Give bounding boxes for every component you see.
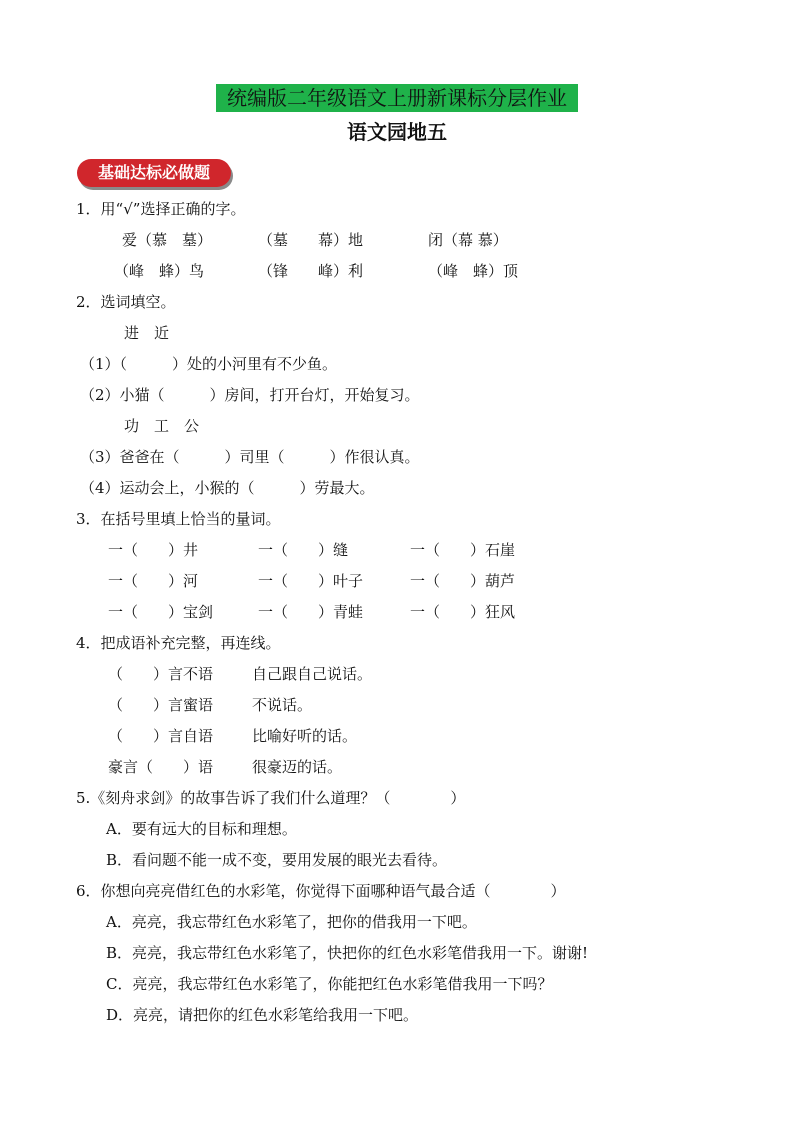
q1-stem: 1．用“√”选择正确的字。 — [76, 200, 246, 218]
q3-item-8: 一（ ）青蛙 — [258, 603, 364, 621]
q1-option-1: 爱（慕 墓） — [122, 231, 213, 249]
q4-meaning-4: 很豪迈的话。 — [252, 758, 343, 776]
q3-item-9: 一（ ）狂风 — [410, 603, 516, 621]
q6-option-b: B．亮亮，我忘带红色水彩笔了，快把你的红色水彩笔借我用一下。谢谢! — [106, 944, 589, 962]
q3-item-4: 一（ ）河 — [108, 572, 199, 590]
q6-option-c: C．亮亮，我忘带红色水彩笔了，你能把红色水彩笔借我用一下吗？ — [106, 975, 553, 993]
q3-item-3: 一（ ）石崖 — [410, 541, 516, 559]
section-badge: 基础达标必做题 — [77, 159, 231, 187]
q4-idiom-3: （ ）言自语 — [108, 727, 214, 745]
q4-idiom-1: （ ）言不语 — [108, 665, 214, 683]
q2-stem: 2．选词填空。 — [76, 293, 176, 311]
q3-item-7: 一（ ）宝剑 — [108, 603, 214, 621]
q5-option-b: B．看问题不能一成不变，要用发展的眼光去看待。 — [106, 851, 448, 869]
q6-option-a: A．亮亮，我忘带红色水彩笔了，把你的借我用一下吧。 — [106, 913, 477, 931]
q2-sentence-1: （1）（ ）处的小河里有不少鱼。 — [80, 355, 338, 373]
q3-stem: 3．在括号里填上恰当的量词。 — [76, 510, 281, 528]
q3-item-6: 一（ ）葫芦 — [410, 572, 516, 590]
q3-item-1: 一（ ）井 — [108, 541, 199, 559]
q1-option-3: 闭（幕 慕） — [428, 231, 508, 249]
q2-words-2: 功 工 公 — [124, 417, 200, 435]
q3-item-5: 一（ ）叶子 — [258, 572, 364, 590]
q4-meaning-3: 比喻好听的话。 — [252, 727, 358, 745]
q1-option-4: （峰 蜂）鸟 — [114, 262, 205, 280]
q4-idiom-4: 豪言（ ）语 — [108, 758, 214, 776]
q1-option-5: （锋 峰）利 — [258, 262, 364, 280]
page-title: 语文园地五 — [347, 120, 447, 144]
q4-meaning-1: 自己跟自己说话。 — [252, 665, 373, 683]
q6-stem: 6．你想向亮亮借红色的水彩笔，你觉得下面哪种语气最合适（ ） — [76, 882, 566, 900]
q5-stem: 5.《刻舟求剑》的故事告诉了我们什么道理？（ ） — [76, 789, 466, 807]
q1-option-2: （墓 幕）地 — [258, 231, 364, 249]
q1-option-6: （峰 蜂）顶 — [428, 262, 519, 280]
q2-sentence-4: （4）运动会上，小猴的（ ）劳最大。 — [80, 479, 375, 497]
series-banner: 统编版二年级语文上册新课标分层作业 — [216, 84, 578, 112]
q5-option-a: A．要有远大的目标和理想。 — [106, 820, 297, 838]
q2-words-1: 进 近 — [124, 324, 170, 342]
q4-meaning-2: 不说话。 — [252, 696, 313, 714]
q2-sentence-2: （2）小猫（ ）房间，打开台灯，开始复习。 — [80, 386, 420, 404]
q4-stem: 4．把成语补充完整，再连线。 — [76, 634, 281, 652]
q3-item-2: 一（ ）缝 — [258, 541, 349, 559]
q4-idiom-2: （ ）言蜜语 — [108, 696, 214, 714]
q6-option-d: D．亮亮，请把你的红色水彩笔给我用一下吧。 — [106, 1006, 419, 1024]
q2-sentence-3: （3）爸爸在（ ）司里（ ）作很认真。 — [80, 448, 420, 466]
